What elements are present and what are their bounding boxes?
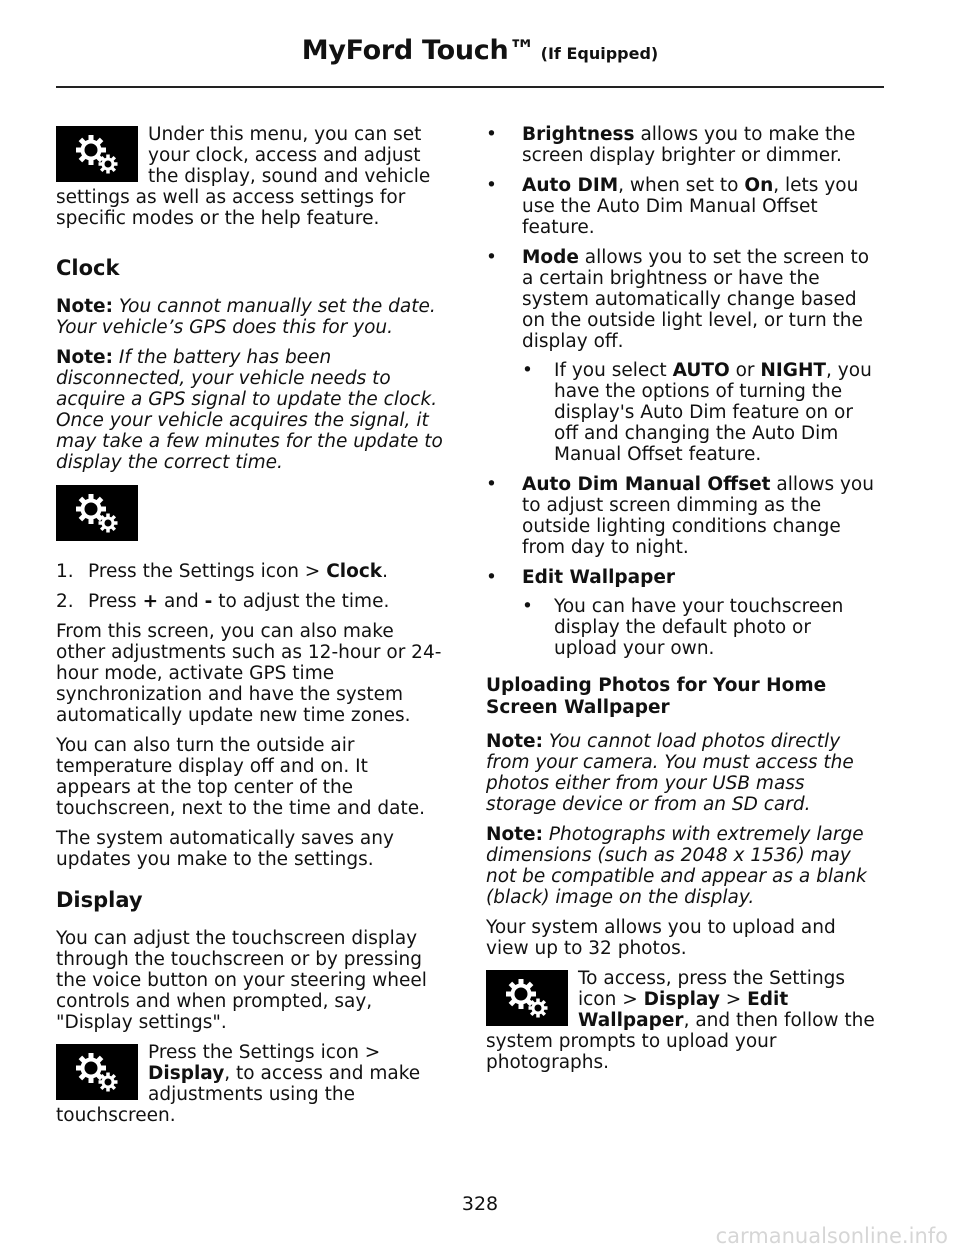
- list-item: 1. Press the Settings icon > Clock.: [56, 561, 388, 582]
- page-number: 328: [461, 1193, 499, 1215]
- page-title: MyFord Touch™: [301, 35, 536, 66]
- gears-icon: [74, 1049, 120, 1095]
- list-item: • If you select AUTO or NIGHT, you have the options of turning the display's Auto Dim feature on or off and changing the Auto Dim Manual Offset feature.: [522, 360, 872, 465]
- display-heading: Display: [56, 888, 143, 912]
- list-item: • You can have your touchscreen display the default photo or upload your own.: [522, 596, 844, 659]
- list-item: • Auto Dim Manual Offset allows you to adjust screen dimming as the outside lighting conditions change from day to night.: [486, 474, 874, 558]
- display-instruction: Press the Settings icon > Display, to access and make adjustments using the touchscreen.: [56, 1042, 421, 1126]
- upload-heading: Uploading Photos for Your Home Screen Wallpaper: [486, 675, 827, 718]
- header-rule: [56, 86, 884, 88]
- right-column: [486, 124, 878, 1082]
- list-item: 2. Press + and - to adjust the time.: [56, 591, 390, 612]
- paragraph: Your system allows you to upload and view up to 32 photos.: [486, 917, 836, 959]
- paragraph: You can also turn the outside air temperature display off and on. It appears at the top center of the touchscreen, next to the time and date.: [56, 735, 425, 819]
- settings-icon: [56, 126, 138, 182]
- intro-text: Under this menu, you can set your clock, access and adjust the display, sound and vehicle settings as well as access settings for specific modes or the help feature.: [56, 124, 431, 229]
- gears-icon: [504, 975, 550, 1021]
- paragraph: The system automatically saves any updates you make to the settings.: [56, 828, 394, 870]
- paragraph: From this screen, you can also make other adjustments such as 12-hour or 24-hour mode, activate GPS time synchronization and have the system automatically update new time zones.: [56, 621, 442, 726]
- list-item: • Edit Wallpaper • You can have your touchscreen display the default photo or upload your own.: [486, 567, 878, 659]
- clock-steps: [56, 561, 448, 612]
- clock-heading: Clock: [56, 256, 120, 280]
- list-item: • Mode allows you to set the screen to a certain brightness or have the system automatically change based on the outside light level, or turn the display off. • If you select AUTO or NIGHT, you have the options of turning the display's Auto Dim feature on or off and changing the Auto Dim Manual Offset feature.: [486, 247, 878, 465]
- gears-icon: [74, 490, 120, 536]
- watermark: carmanualsonline.info: [715, 1224, 948, 1248]
- display-options-list: [486, 124, 878, 659]
- page-header: [0, 35, 960, 66]
- note-battery: Note: If the battery has been disconnected, your vehicle needs to acquire a GPS signal to update the clock. Once your vehicle acquires the signal, it may take a few minutes for the update to display the correct time.: [56, 347, 443, 473]
- settings-icon: [56, 485, 138, 541]
- settings-icon: [56, 1044, 138, 1100]
- sub-list: [522, 360, 878, 465]
- sub-list: [522, 596, 878, 659]
- left-column: [56, 124, 448, 1135]
- note-camera: Note: You cannot load photos directly from your camera. You must access the photos either from your USB mass storage device or from an SD card.: [486, 731, 854, 815]
- note-clock-date: Note: You cannot manually set the date. Your vehicle’s GPS does this for you.: [56, 296, 436, 338]
- wallpaper-instruction: To access, press the Settings icon > Display > Edit Wallpaper, and then follow the system prompts to upload your photographs.: [486, 968, 875, 1073]
- gears-icon: [74, 131, 120, 177]
- settings-icon: [486, 970, 568, 1026]
- intro-block: [56, 124, 448, 238]
- note-dimensions: Note: Photographs with extremely large dimensions (such as 2048 x 1536) may not be compatible and appear as a blank (black) image on the display.: [486, 824, 867, 908]
- list-item: • Auto DIM, when set to On, lets you use the Auto Dim Manual Offset feature.: [486, 175, 859, 238]
- list-item: • Brightness allows you to make the screen display brighter or dimmer.: [486, 124, 856, 166]
- page-subtitle: (If Equipped): [535, 44, 659, 63]
- paragraph: You can adjust the touchscreen display through the touchscreen or by pressing the voice button on your steering wheel controls and when prompted, say, "Display settings".: [56, 928, 427, 1033]
